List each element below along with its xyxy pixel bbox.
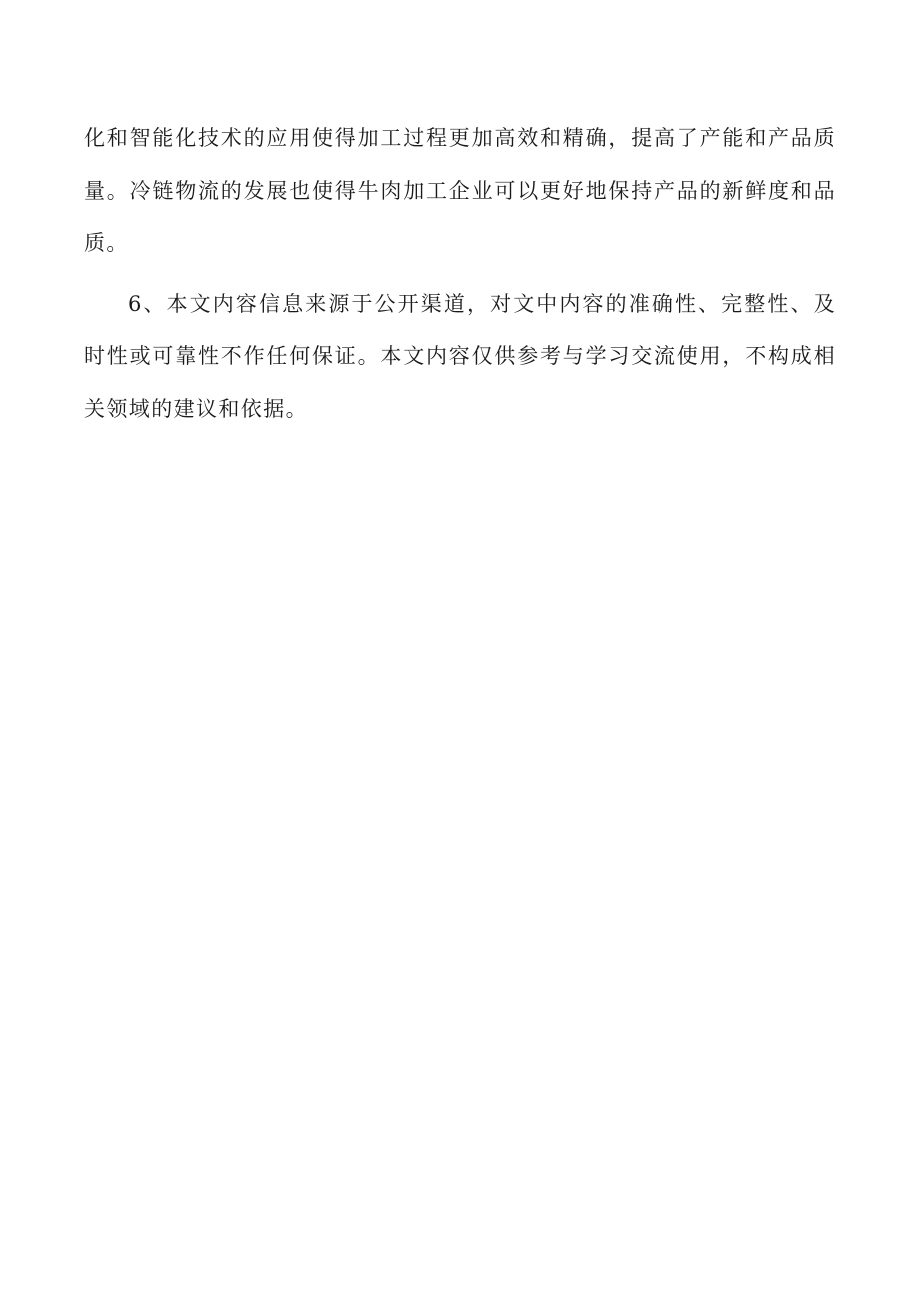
paragraph-disclaimer: 6、本文内容信息来源于公开渠道，对文中内容的准确性、完整性、及时性或可靠性不作任何保证。本文内容仅供参考与学习交流使用，不构成相关领域的建议和依据。 [84,291,836,421]
paragraph-continuation: 化和智能化技术的应用使得加工过程更加高效和精确，提高了产能和产品质量。冷链物流的发展也使得牛肉加工企业可以更好地保持产品的新鲜度和品质。 [84,126,836,255]
document-page [84,112,836,435]
